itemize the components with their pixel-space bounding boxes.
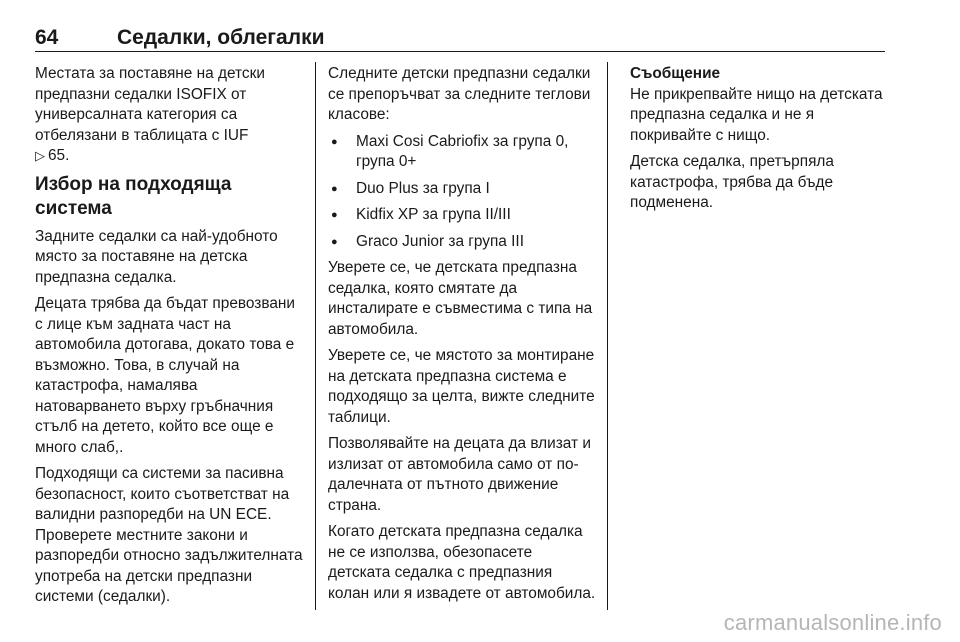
header-rule xyxy=(35,51,885,52)
paragraph-isofix-intro: Местата за поставяне на детски предпазни седалки ISOFIX от универсалната категория са отбелязани в таблицата с IUF ▷ 65. xyxy=(35,65,265,164)
paragraph: Уверете се, че мястото за монтиране на детската предпазна система е подходящо за целта, вижте следните таблици. xyxy=(328,347,595,426)
section-heading: Избор на подходяща система xyxy=(35,173,232,219)
paragraph: Подходящи са системи за пасивна безопасност, които съответстват на валидни разпоредби на UN ECE. Проверете местните закони и разпоредби относно задължителната употреба на детски предпазни системи (седалки). xyxy=(35,465,303,605)
list-item: ● Graco Junior за група III xyxy=(328,232,596,253)
chapter-title: Седалки, облегалки xyxy=(117,26,325,49)
paragraph: Когато детската предпазна седалка не се използва, обезопасете детската седалка с предпазния колан или я извадете от автомобила. xyxy=(328,523,596,602)
column-divider xyxy=(315,62,316,610)
note-text: Не прикрепвайте нищо на детската предпазна седалка и не я покривайте с нищо. xyxy=(630,85,883,144)
watermark: carmanualsonline.info xyxy=(723,610,942,635)
paragraph: Децата трябва да бъдат превозвани с лице към задната част на автомобила дотогава, докато това е възможно. Това, в случай на катастрофа, намалява натоварването върху гръбначния стълб на детето, който все още е много слаб,. xyxy=(35,295,295,456)
page-header xyxy=(35,22,885,52)
cross-reference-page[interactable]: 65. xyxy=(48,147,70,164)
paragraph: Детска седалка, претърпяла катастрофа, трябва да бъде подменена. xyxy=(630,153,834,211)
list-item: ● Maxi Cosi Cabriofix за група 0, група 0+ xyxy=(328,132,596,173)
column-divider xyxy=(607,62,608,610)
paragraph: Позволявайте на децата да влизат и излизат от автомобила само от по-далечната от пътното движение страна. xyxy=(328,435,591,514)
arrow-right-triangle-icon[interactable]: ▷ xyxy=(35,148,45,163)
paragraph: Уверете се, че детската предпазна седалка, която смятате да инсталирате е съвместима с типа на автомобила. xyxy=(328,259,593,338)
note-box xyxy=(630,64,890,146)
list-item: ● Kidfix XP за група II/III xyxy=(328,205,596,226)
page-number: 64 xyxy=(35,26,59,49)
paragraph: Задните седалки са най-удобното място за поставяне на детска предпазна седалка. xyxy=(35,227,278,286)
note-title: Съобщение xyxy=(630,65,721,82)
column-left xyxy=(35,64,303,614)
column-right xyxy=(630,64,890,220)
recommended-seats-list xyxy=(328,132,596,253)
column-middle xyxy=(328,64,596,610)
list-item: ● Duo Plus за група I xyxy=(328,179,596,200)
paragraph: Следните детски предпазни седалки се препоръчват за следните теглови класове: xyxy=(328,65,591,123)
